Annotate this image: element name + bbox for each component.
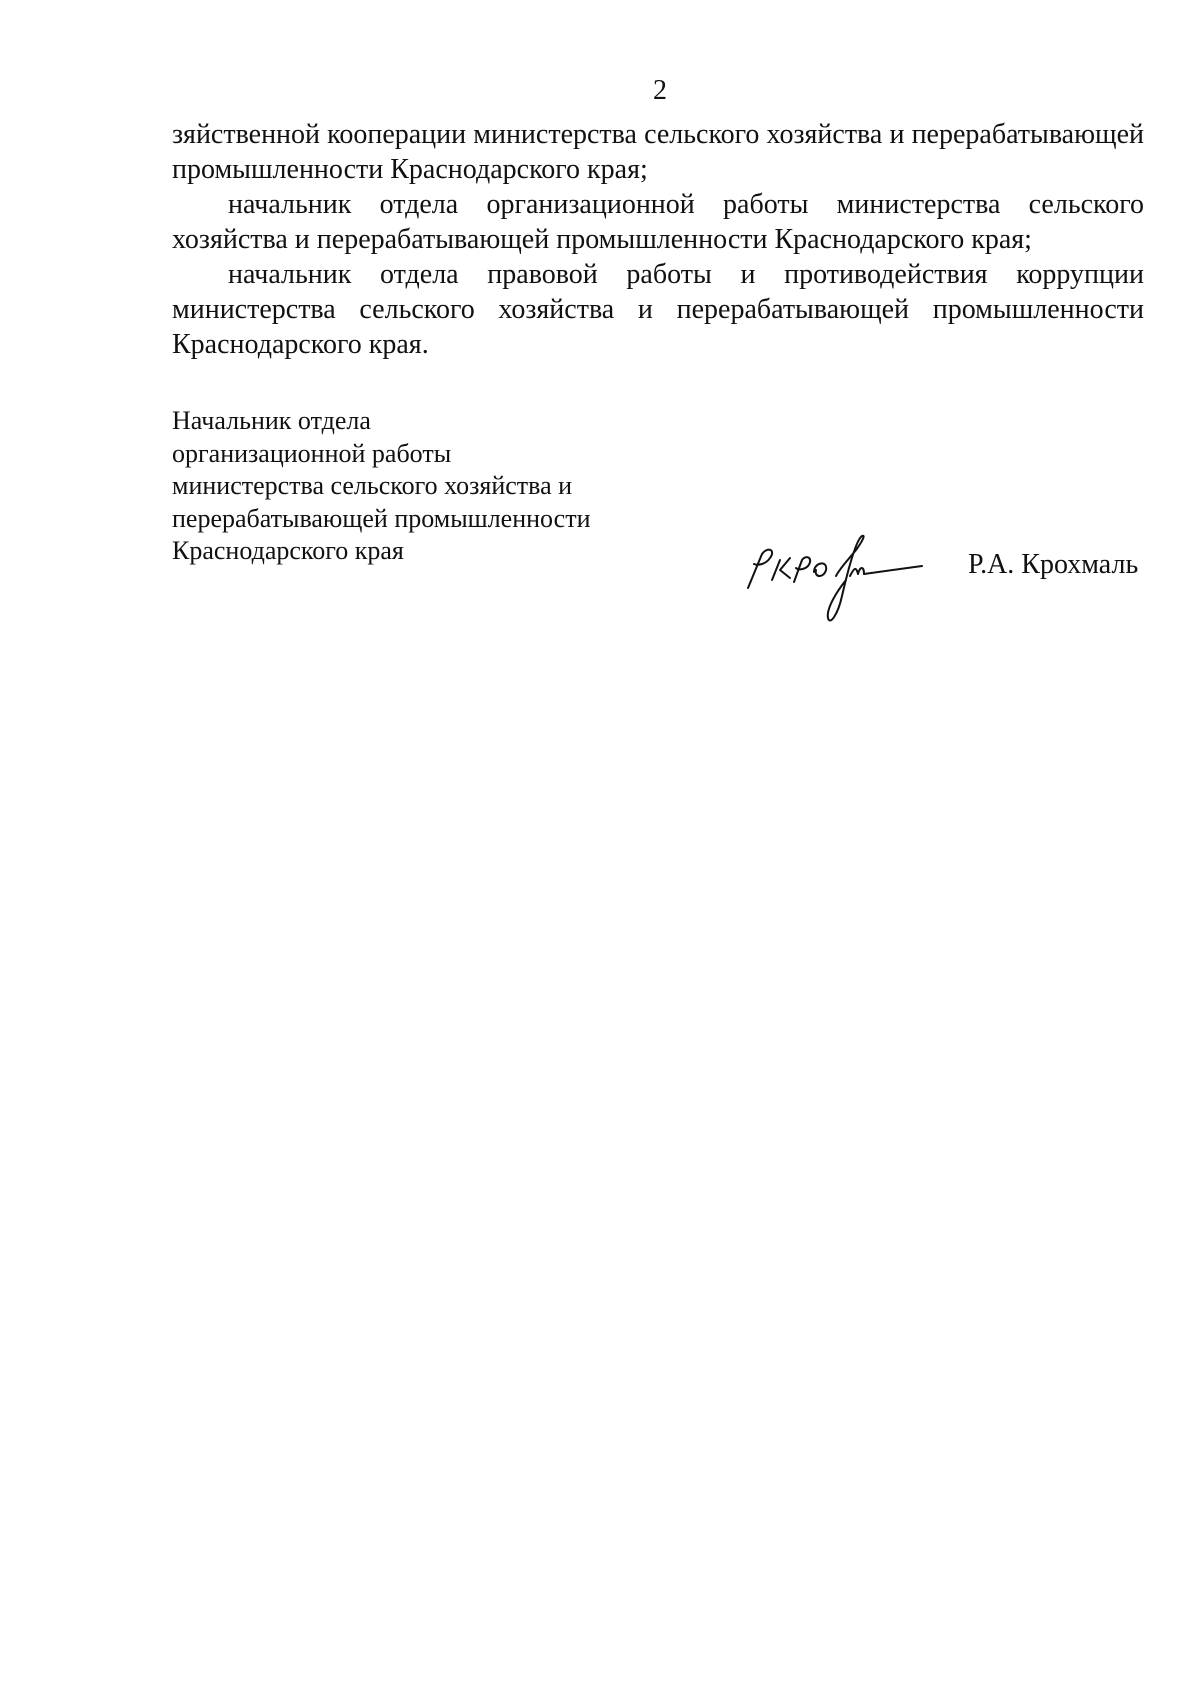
position-line: министерства сельского хозяйства и [172,471,573,500]
position-line: перерабатывающей промышленности [172,503,591,533]
paragraph-cooperation-continuation: зяйственной кооперации министерства сельского хозяйства и перерабатывающей промышленности Краснодарского края; [172,119,1144,185]
position-line: Начальник отдела [172,406,371,435]
signatory-position [172,405,692,568]
page-number: 2 [653,75,667,106]
paragraph-legal-work-head: начальник отдела правовой работы и противодействия коррупции министерства сельского хозяйства и перерабатывающей промышленности Краснодарского края. [172,259,1144,360]
position-line: организационной работы [172,438,452,468]
paragraph-organizational-work-head: начальник отдела организационной работы министерства сельского хозяйства и перерабатывающей промышленности Краснодарского края; [172,189,1144,255]
signer-name: Р.А. Крохмаль [968,549,1139,580]
document-body [172,117,1144,362]
position-line: Краснодарского края [172,536,404,565]
handwritten-signature [744,530,926,630]
